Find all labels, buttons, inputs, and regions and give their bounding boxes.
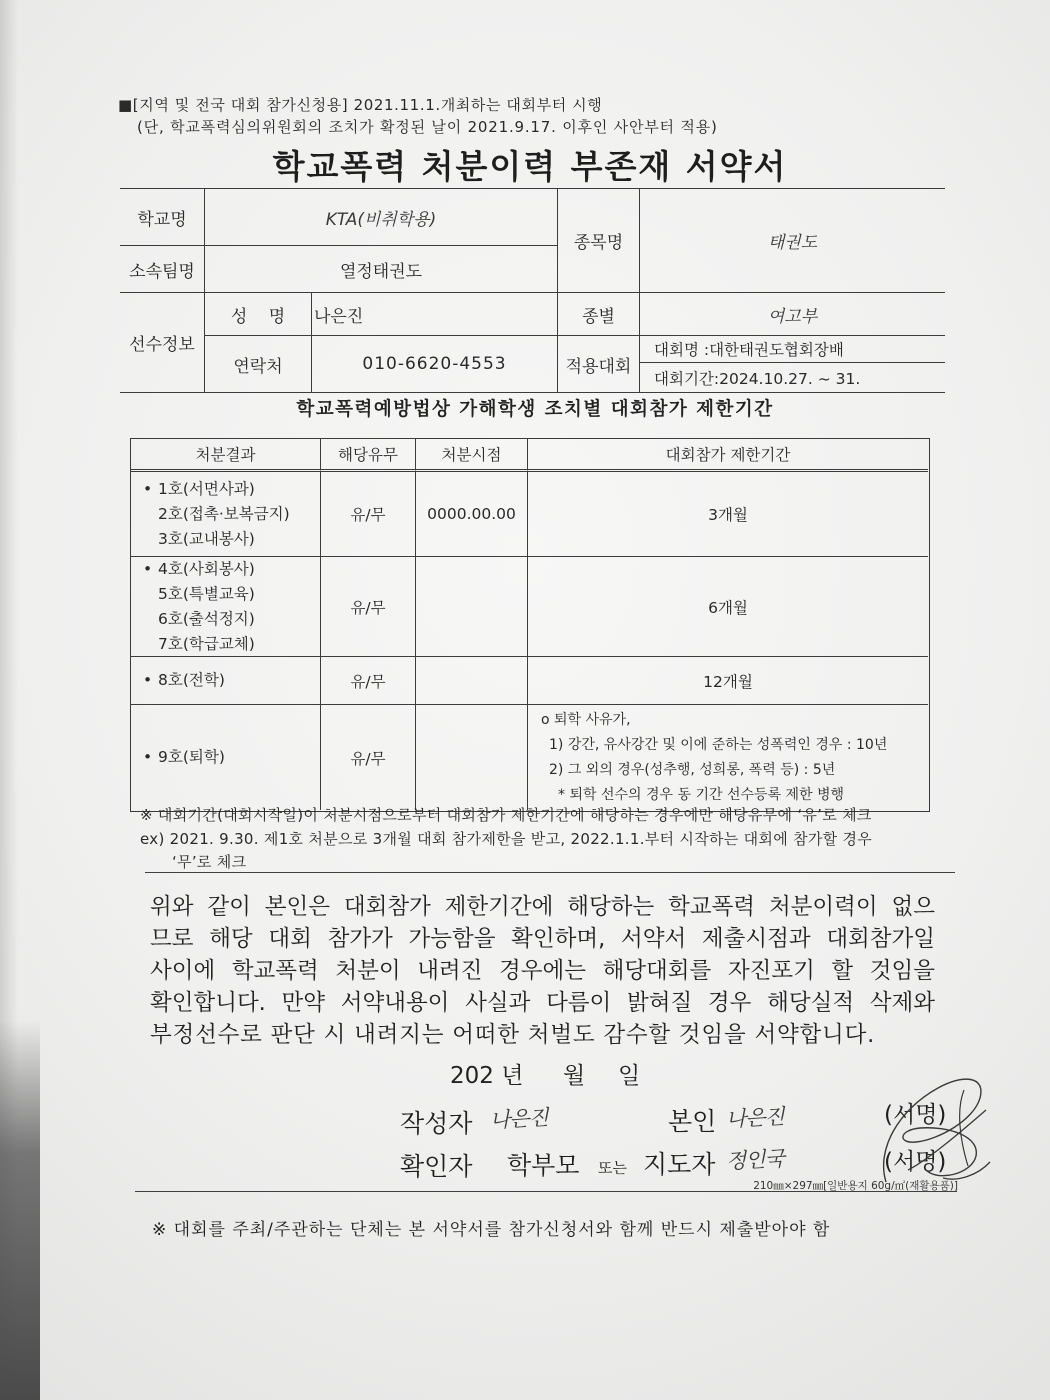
team-name-value: 열정태권도 [205,246,558,293]
competition-name: 대회명 :대한태권도협회장배 [640,336,945,363]
measure-item: • 8호(전학) [158,668,225,693]
note-line-3: ‘무’로 체크 [172,853,247,871]
athlete-name-label: 성 명 [205,293,312,336]
measure-group-cell [131,657,321,705]
measure-date-cell [416,657,528,705]
document-title: 학교폭력 처분이력 부존재 서약서 [272,147,788,186]
date-month: 월 [563,1063,586,1089]
measure-item: • 9호(퇴학) [158,745,225,770]
expulsion-period-line: o 퇴학 사유가, [541,711,631,728]
restriction-table [130,438,930,812]
confirmer-label: 확인자 [400,1152,473,1181]
applicable-cell: 유/무 [321,557,416,657]
measure-date-cell [416,705,528,810]
note-line-1: ※ 대회기간(대회시작일)이 처분시점으로부터 대회참가 제한기간에 해당하는 경우에만 해당유무에 ‘유’로 체크 [140,806,872,824]
competition-period: 대회기간:2024.10.27. ~ 31. [640,363,945,393]
paper-spec: 210㎜×297㎜[일반용지 60g/㎡(재활용품)] [753,1180,958,1192]
applicable-cell: 유/무 [321,472,416,557]
measure-item: • 4호(사회봉사) [158,557,255,582]
signature-scribble [868,1070,993,1190]
measure-item: 2호(접촉·보복금지) [158,504,290,523]
pledge-line: 위와 같이 본인은 대회참가 제한기간에 해당하는 학교폭력 처분이력이 없으 [150,894,935,920]
expulsion-period-line: 1) 강간, 유사강간 및 이에 준하는 성폭력인 경우 : 10년 [549,736,888,753]
pledge-line: 사이에 학교폭력 처분이 내려진 경우에는 해당대회를 자진포기 할 것임을 [150,958,935,984]
or-label: 또는 [598,1159,627,1177]
measure-item: 5호(특별교육) [158,584,255,603]
applicable-cell: 유/무 [321,657,416,705]
column-header: 해당유무 [321,439,416,472]
column-header: 대회참가 제한기간 [528,439,928,472]
sign-mark: (서명) [884,1149,947,1175]
page-corner-shadow [0,1020,40,1400]
date-year: 202 년 [450,1063,524,1089]
writer-signature: 나은진 [489,1105,549,1133]
phone-label: 연락처 [205,336,312,393]
restriction-period-cell: 3개월 [528,472,928,557]
writer-label: 작성자 [400,1109,473,1138]
expulsion-period-line: * 퇴학 선수의 경우 동 기간 선수등록 제한 병행 [558,786,845,803]
pledge-line: 부정선수로 판단 시 내려지는 어떠한 처벌도 감수할 것임을 서약합니다. [150,1022,876,1048]
coach-signature: 정인국 [725,1146,785,1174]
category-value: 여고부 [640,293,945,336]
measure-item: 7호(학급교체) [158,634,255,653]
phone-value: 010-6620-4553 [312,336,558,393]
column-header: 처분결과 [131,439,321,472]
column-header: 처분시점 [416,439,528,472]
applicable-cell: 유/무 [321,705,416,810]
measure-date-cell [416,557,528,657]
date-day: 일 [618,1063,641,1089]
divider-line [145,872,955,873]
measure-group-cell [131,557,321,657]
notice-line-2: (단, 학교폭력심의위원회의 조치가 확정된 날이 2021.9.17. 이후인 사안부터 적용) [137,118,718,136]
note-line-2: ex) 2021. 9.30. 제1호 처분으로 3개월 대회 참가제한을 받고, 2022.1.1.부터 시작하는 대회에 참가할 경우 [140,830,873,848]
restriction-table-caption: 학교폭력예방법상 가해학생 조치별 대회참가 제한기간 [296,399,774,420]
athlete-info-table [120,188,945,393]
measure-group-cell [131,705,321,810]
measure-item: 3호(교내봉사) [158,529,255,548]
coach-label: 지도자 [643,1150,716,1179]
pledge-line: 므로 해당 대회 참가가 가능함을 확인하며, 서약서 제출시점과 대회참가일 [150,926,935,952]
expulsion-period-line: 2) 그 외의 경우(성추행, 성희롱, 폭력 등) : 5년 [549,761,836,778]
pledge-line: 확인합니다. 만약 서약내용이 사실과 다름이 밝혀질 경우 해당실적 삭제와 [150,990,935,1016]
notice-line-1: ■[지역 및 전국 대회 참가신청용] 2021.11.1.개최하는 대회부터 시행 [118,96,603,114]
school-name-label: 학교명 [120,189,205,246]
measure-item: • 1호(서면사과) [158,477,255,502]
athlete-name-value: 나은진 [312,293,558,336]
measure-group-cell [131,472,321,557]
competition-label: 적용대회 [558,336,640,393]
self-label: 본인 [668,1107,717,1136]
restriction-period-cell: 12개월 [528,657,928,705]
measure-date-cell: 0000.00.00 [416,472,528,557]
expulsion-period-cell [528,705,928,810]
team-name-label: 소속팀명 [120,246,205,293]
event-label: 종목명 [558,189,640,293]
category-label: 종별 [558,293,640,336]
parent-label: 학부모 [507,1151,580,1180]
sign-mark: (서명) [884,1102,947,1128]
event-value: 태권도 [640,189,945,293]
footer-note: ※ 대회를 주최/주관하는 단체는 본 서약서를 참가신청서와 함께 반드시 제출받아야 함 [152,1220,831,1240]
self-signature: 나은진 [725,1104,785,1132]
school-name-value: KTA(비취학용) [205,189,558,246]
restriction-period-cell: 6개월 [528,557,928,657]
athlete-info-label: 선수정보 [120,293,205,393]
measure-item: 6호(출석정지) [158,609,255,628]
pledge-paragraph [150,891,935,1051]
